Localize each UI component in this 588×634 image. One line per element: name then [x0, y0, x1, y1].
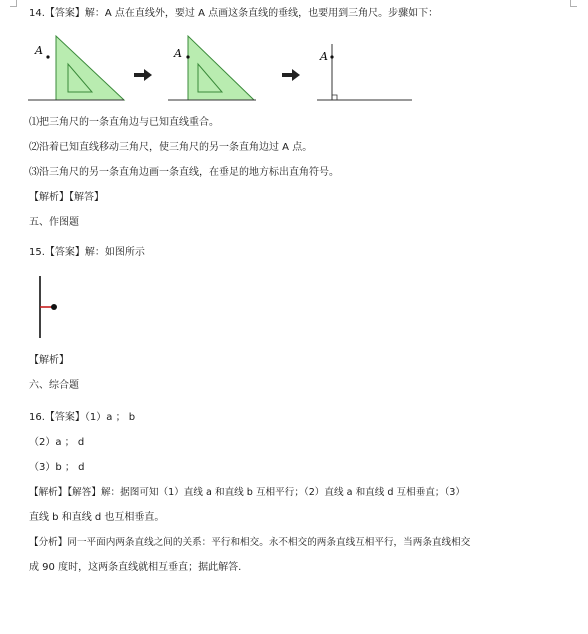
corner-mark-top-right: [570, 0, 577, 7]
q14-answer-header: 14.【答案】解：A 点在直线外，要过 A 点画这条直线的垂线，也要用到三角尺。步骤如下：: [29, 8, 439, 19]
q16-analysis-line-2: 直线 b 和直线 d 也互相垂直。: [29, 512, 165, 523]
step3-point-a-label: A: [320, 50, 328, 63]
q14-construction-figure: [28, 30, 428, 110]
section-6-title: 六、综合题: [29, 380, 79, 391]
q16-answer-2: （2）a ； d: [29, 437, 85, 448]
step1-point-a-label: A: [35, 44, 43, 57]
step2-triangle-ruler: [168, 36, 256, 100]
arrow-right-icon: [282, 69, 300, 81]
corner-mark-top-left: [10, 0, 17, 7]
step2-point-a-label: A: [174, 47, 182, 60]
step3-perpendicular: [317, 44, 412, 100]
q14-step-1: ⑴把三角尺的一条直角边与已知直线重合。: [29, 117, 219, 128]
q16-analysis-line-1: 【解析】【解答】解：据图可知（1）直线 a 和直线 b 互相平行；（2）直线 a 和直线 d 互相垂直；（3）: [29, 487, 465, 498]
step1-point-a: [46, 55, 49, 58]
section-5-title: 五、作图题: [29, 217, 79, 228]
arrow-right-icon: [134, 69, 152, 81]
q15-analysis: 【解析】: [29, 355, 69, 366]
step2-point-a: [186, 55, 189, 58]
q14-step-3: ⑶沿三角尺的另一条直角边画一条直线，在垂足的地方标出直角符号。: [29, 167, 339, 178]
q14-step-2: ⑵沿着已知直线移动三角尺，使三角尺的另一条直角边过 A 点。: [29, 142, 313, 153]
q14-analysis: 【解析】【解答】: [29, 192, 104, 203]
q15-answer-header: 15.【答案】解：如图所示: [29, 247, 145, 258]
step3-point-a: [330, 55, 333, 58]
q16-fenxi-line-2: 成 90 度时，这两条直线就相互垂直；据此解答.: [29, 562, 242, 573]
q15-perpendicular-figure: [30, 272, 70, 342]
q16-answer-1: 16.【答案】（1）a ； b: [29, 412, 136, 423]
q16-fenxi-line-1: 【分析】同一平面内两条直线之间的关系：平行和相交。永不相交的两条直线互相平行，当两条直线相交: [29, 537, 471, 548]
q16-answer-3: （3）b ； d: [29, 462, 85, 473]
